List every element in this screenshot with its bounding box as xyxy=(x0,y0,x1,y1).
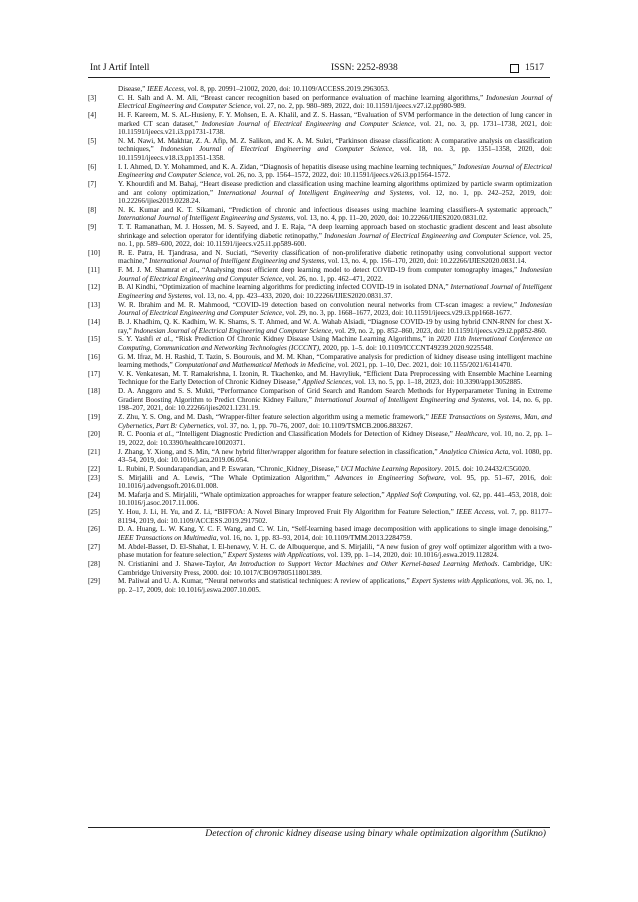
reference-text xyxy=(118,430,552,447)
reference-segment: , 2020, pp. 1–5. doi: 10.1109/ICCCNT49239.2020.9225548. xyxy=(319,343,494,352)
reference-segment: Y. Hou, J. Li, H. Yu, and Z. Li, “BIFFOA: A Novel Binary Improved Fruit Fly Algorithm for Feature Selection,” xyxy=(118,508,457,517)
reference-segment: S. Y. Yashfi xyxy=(118,335,156,344)
reference-text xyxy=(118,249,552,266)
reference-segment: , “Risk Prediction Of Chronic Kidney Disease Using Machine Learning Algorithms,” in xyxy=(171,335,437,344)
square-icon xyxy=(510,64,519,73)
page-number: 1517 xyxy=(525,63,544,73)
reference-item xyxy=(88,223,552,249)
reference-venue: Indonesian Journal of Electrical Engineering and Computer Science xyxy=(324,231,526,240)
reference-venue: Expert Systems with Applications xyxy=(411,577,509,586)
reference-segment: D. A. Huang, L. W. Kang, Y. C. F. Wang, and C. W. Lin, “Self-learning based image decomposition with applications to single image denoising,” xyxy=(118,525,552,534)
reference-text xyxy=(118,448,552,465)
reference-text xyxy=(118,206,552,223)
reference-item xyxy=(88,206,552,223)
reference-item xyxy=(88,370,552,387)
reference-item xyxy=(88,474,552,491)
reference-number: [8] xyxy=(88,205,97,214)
reference-item xyxy=(88,430,552,447)
reference-text xyxy=(118,353,552,370)
reference-segment: L. Rubini, P. Soundarapandian, and P. Eswaran, “Chronic_Kidney_Disease,” xyxy=(118,464,341,473)
reference-venue: Expert Systems with Applications xyxy=(227,551,324,560)
reference-item xyxy=(88,560,552,577)
reference-number: [7] xyxy=(88,179,97,188)
reference-number: [21] xyxy=(88,447,100,456)
reference-text xyxy=(118,370,552,387)
reference-segment: V. K. Venkatesan, M. T. Ramakrishna, I. Izonin, R. Tkachenko, and M. Havryliuk, “Efficient Data Preprocessing with Ensemble Machine Learning Technique for the Early Detection of Chronic Kidney Disease,” xyxy=(118,369,552,387)
reference-segment: M. Mafarja and S. Mirjalili, “Whale optimization approaches for wrapper feature selection,” xyxy=(118,490,387,499)
reference-segment: F. M. J. M. Shamrat xyxy=(118,266,183,275)
reference-text xyxy=(118,560,552,577)
reference-venue: Computational and Mathematical Methods in Medicine xyxy=(174,361,335,370)
reference-venue: International Journal of Intelligent Engineering and Systems xyxy=(218,188,413,197)
reference-number: [18] xyxy=(88,387,100,396)
reference-venue: IEEE Transactions on Systems, Man, and Cybernetics, Part B: Cybernetics xyxy=(118,412,552,430)
reference-venue: International Journal of Intelligent Engineering and Systems xyxy=(118,214,294,223)
reference-number: [24] xyxy=(88,490,100,499)
reference-segment: Disease,” xyxy=(118,85,148,93)
reference-segment: Z. Zhu, Y. S. Ong, and M. Dash, “Wrapper-filter feature selection algorithm using a memetic framework,” xyxy=(118,412,431,421)
reference-number: [20] xyxy=(88,430,100,439)
reference-item xyxy=(88,413,552,430)
reference-segment: G. M. Ifraz, M. H. Rashid, T. Tazin, S. Bourouis, and M. M. Khan, “Comparative analysis for prediction of kidney disease using intelligent machine learning methods,” xyxy=(118,352,552,370)
running-footer: Detection of chronic kidney disease using binary whale optimization algorithm (Sutikno) xyxy=(205,828,546,839)
reference-segment: , vol. 1080, pp. 43–54, 2019, doi: 10.1016/j.aca.2019.06.054. xyxy=(118,447,552,465)
reference-venue: Indonesian Journal of Electrical Engineering and Computer Science xyxy=(118,266,552,283)
reference-segment: T. T. Ramanathan, M. J. Hossen, M. S. Sayeed, and J. E. Raja, “A deep learning approach based on stochastic gradient descent and least absolute shrinkage and selection operator for identifying diabetic retinopathy,” xyxy=(118,223,552,240)
reference-segment: , vol. 62, pp. 441–453, 2018, doi: 10.1016/j.asoc.2017.11.006. xyxy=(118,490,552,508)
reference-segment: , vol. 13, no. 4, pp. 11–20, 2020, doi: 10.22266/IJIES2020.0831.02. xyxy=(293,214,488,223)
reference-item xyxy=(88,491,552,508)
reference-segment: D. A. Anggoro and S. S. Mukti, “Performance Comparison of Grid Search and Random Search Methods for Hyperparameter Tuning in Extreme Gradient Boosting Algorithm to Predict Chronic Kidney Failure,” xyxy=(118,387,552,404)
reference-segment: , vol. 29, no. 3, pp. 1668–1677, 2023, doi: 10.11591/ijeecs.v29.i3.pp1668-1677. xyxy=(282,309,512,318)
reference-segment: , vol. 95, pp. 51–67, 2016, doi: 10.1016/j.advengsoft.2016.01.008. xyxy=(118,473,552,491)
reference-item xyxy=(88,85,552,94)
reference-segment: , vol. 2021, pp. 1–10, Dec. 2021, doi: 10.1155/2021/6141470. xyxy=(334,361,513,370)
reference-text xyxy=(118,301,552,318)
page-number-group xyxy=(510,60,544,76)
reference-text xyxy=(118,465,552,474)
reference-number: [19] xyxy=(88,412,100,421)
reference-venue: et al. xyxy=(155,335,172,344)
reference-segment: , vol. 37, no. 1, pp. 70–76, 2007, doi: 10.1109/TSMCB.2006.883267. xyxy=(213,421,413,430)
reference-item xyxy=(88,448,552,465)
reference-venue: 2020 11th International Conference on Computing, Communication and Networking Technologies (ICCCNT) xyxy=(118,335,553,352)
reference-item xyxy=(88,577,552,594)
reference-number: [6] xyxy=(88,162,97,171)
reference-segment: , vol. 16, no. 1, pp. 83–93, 2014, doi: 10.1109/TMM.2013.2284759. xyxy=(216,533,413,542)
reference-item xyxy=(88,543,552,560)
reference-number: [25] xyxy=(88,508,100,517)
reference-segment: , vol. 27, no. 2, pp. 980–989, 2022, doi: 10.11591/ijeecs.v27.i2.pp980-989. xyxy=(250,102,466,111)
reference-segment: , vol. 7, pp. 81177–81194, 2019, doi: 10.1109/ACCESS.2019.2917502. xyxy=(118,508,553,525)
reference-segment: C. H. Salh and A. M. Ali, “Breast cancer recognition based on performance evaluation of machine learning algorithms,” xyxy=(118,93,487,102)
reference-venue: UCI Machine Learning Repository xyxy=(340,464,441,473)
reference-text xyxy=(118,180,552,206)
reference-number: [22] xyxy=(88,464,100,473)
reference-item xyxy=(88,94,552,111)
reference-item xyxy=(88,301,552,318)
reference-item xyxy=(88,465,552,474)
reference-text xyxy=(118,413,552,430)
reference-segment: N. Cristianini and J. Shawe-Taylor, xyxy=(118,559,229,568)
reference-segment: , vol. 14, no. 6, pp. 198–207, 2021, doi: 10.22266/ijies2021.1231.19. xyxy=(118,395,553,413)
reference-text xyxy=(118,491,552,508)
reference-item xyxy=(88,137,552,163)
reference-venue: Indonesian Journal of Electrical Engineering and Computer Science xyxy=(118,93,553,111)
reference-number: [27] xyxy=(88,542,100,551)
reference-segment: N. K. Kumar and K. T. Sikamani, “Prediction of chronic and infectious diseases using machine learning classifiers-A systematic approach,” xyxy=(118,205,552,214)
issn-label: ISSN: 2252-8938 xyxy=(331,63,398,73)
reference-number: [26] xyxy=(88,525,100,534)
reference-item xyxy=(88,180,552,206)
reference-venue: Indonesian Journal of Electrical Engineering and Computer Science xyxy=(160,145,393,154)
reference-number: [10] xyxy=(88,248,100,257)
reference-segment: , vol. 13, no. 4, pp. 156–170, 2020, doi: 10.22266/IJIES2020.0831.14. xyxy=(324,257,527,266)
reference-item xyxy=(88,266,552,283)
reference-segment: . 2015. doi: 10.24432/C5G020. xyxy=(441,464,531,473)
reference-venue: IEEE Access xyxy=(147,85,184,93)
reference-text xyxy=(118,525,552,542)
reference-number: [12] xyxy=(88,283,100,292)
reference-text xyxy=(118,223,552,249)
reference-list xyxy=(88,85,552,594)
reference-venue: International Journal of Intelligent Engineering and Systems xyxy=(149,257,325,266)
reference-text xyxy=(118,94,552,111)
reference-segment: R. E. Patra, H. Tjandrasa, and N. Suciati, “Severity classification of non-proliferative diabetic retinopathy using convolutional support vector machine,” xyxy=(118,248,552,266)
reference-number: [23] xyxy=(88,473,100,482)
reference-segment: , vol. 13, no. 5, pp. 1–18, 2023, doi: 10.3390/app13052885. xyxy=(351,378,523,387)
reference-segment: M. Abdel-Basset, D. El-Shahat, I. El-henawy, V. H. C. de Albuquerque, and S. Mirjalili, “A new fusion of grey wolf optimizer algorithm with a two-phase mutation for feature selection,” xyxy=(118,542,552,560)
reference-number: [11] xyxy=(88,266,100,275)
reference-segment: B. J. Khadhim, Q. K. Kadhim, W. K. Shams, S. T. Ahmed, and W. A. Wahab Alsiadi, “Diagnose COVID-19 by using hybrid CNN-RNN for chest X-ray,” xyxy=(118,318,552,335)
reference-text xyxy=(118,543,552,560)
reference-segment: , vol. 26, no. 3, pp. 1564–1572, 2022, doi: 10.11591/ijeecs.v26.i3.pp1564-1572. xyxy=(220,171,451,180)
reference-number: [16] xyxy=(88,352,100,361)
reference-text xyxy=(118,335,552,352)
reference-item xyxy=(88,249,552,266)
reference-item xyxy=(88,111,552,137)
journal-name: Int J Artif Intell xyxy=(90,63,150,73)
reference-text xyxy=(118,387,552,413)
reference-segment: B. Al Kindhi, “Optimization of machine learning algorithms for predicting infected COVID-19 in isolated DNA,” xyxy=(118,283,451,292)
reference-text xyxy=(118,474,552,491)
reference-number: [15] xyxy=(88,335,100,344)
reference-segment: , vol. 13, no. 4, pp. 423–433, 2020, doi: 10.22266/IJIES2020.0831.37. xyxy=(190,292,393,300)
reference-segment: N. M. Nawi, M. Makhtar, Z. A. Afip, M. Z. Salikon, and K. A. M. Sukri, “Parkinson disease classification: A comparative analysis on classification techniques,” xyxy=(118,136,552,154)
reference-number: [4] xyxy=(88,111,97,120)
reference-segment: R. C. Poonia xyxy=(118,430,158,439)
reference-number: [3] xyxy=(88,93,97,102)
reference-item xyxy=(88,318,552,335)
reference-venue: Advances in Engineering Software xyxy=(334,473,444,482)
reference-item xyxy=(88,283,552,300)
reference-segment: , vol. 25, no. 1, pp. 589–600, 2022, doi: 10.11591/ijeecs.v25.i1.pp589-600. xyxy=(118,231,553,249)
reference-number: [9] xyxy=(88,223,97,232)
reference-number: [17] xyxy=(88,369,100,378)
reference-number: [28] xyxy=(88,559,100,568)
reference-segment: , vol. 8, pp. 20991–21002, 2020, doi: 10.1109/ACCESS.2019.2963053. xyxy=(183,85,390,93)
reference-segment: , vol. 29, no. 2, pp. 852–860, 2023, doi: 10.11591/ijeecs.v29.i2.pp852-860. xyxy=(331,326,547,335)
reference-text xyxy=(118,266,552,283)
reference-segment: H. F. Kareem, M. S. AL-Husieny, F. Y. Mohsen, E. A. Khalil, and Z. S. Hassan, “Evaluation of SVM performance in the detection of lung cancer in marked CT scan dataset,” xyxy=(118,111,552,128)
reference-text xyxy=(118,137,552,163)
reference-segment: J. Zhang, Y. Xiong, and S. Min, “A new hybrid filter/wrapper algorithm for feature selection in classification,” xyxy=(118,447,440,456)
reference-venue: IEEE Transactions on Multimedia xyxy=(118,533,217,542)
reference-item xyxy=(88,387,552,413)
reference-segment: W. R. Ibrahim and M. R. Mahmood, “COVID-19 detection based on convolution neural networks from CT-scan images: a review,” xyxy=(118,300,521,309)
reference-segment: , vol. 36, no. 1, pp. 2–17, 2009, doi: 10.1016/j.eswa.2007.10.005. xyxy=(118,577,553,594)
reference-venue: Applied Soft Computing xyxy=(386,490,456,499)
reference-segment: , vol. 26, no. 1, pp. 462–471, 2022. xyxy=(282,274,383,283)
reference-venue: Indonesian Journal of Electrical Engineering and Computer Science xyxy=(118,300,552,318)
reference-segment: , vol. 10, no. 2, pp. 1–19, 2022, doi: 10.3390/healthcare10020371. xyxy=(118,430,553,447)
reference-venue: International Journal of Intelligent Engineering and Systems xyxy=(118,283,552,300)
reference-segment: , “Intelligent Diagnostic Prediction and Classification Models for Detection of Kidney Disease,” xyxy=(172,430,455,439)
reference-venue: Indonesian Journal of Electrical Engineering and Computer Science xyxy=(133,326,332,335)
reference-venue: International Journal of Intelligent Engineering and Systems xyxy=(314,395,495,404)
page-header xyxy=(90,60,544,76)
reference-item xyxy=(88,335,552,352)
reference-segment: , vol. 21, no. 3, pp. 1731–1738, 2021, doi: 10.11591/ijeecs.v21.i3.pp1731-1738. xyxy=(118,119,552,137)
reference-venue: An Introduction to Support Vector Machines and Other Kernel-based Learning Methods xyxy=(228,559,498,568)
reference-segment: , vol. 18, no. 3, pp. 1351–1358, 2020, doi: 10.11591/ijeecs.v18.i3.pp1351-1358. xyxy=(118,145,552,162)
reference-number: [13] xyxy=(88,300,100,309)
reference-segment: . Cambridge, UK: Cambridge University Press, 2000. doi: 10.1017/CBO9780511801389. xyxy=(118,559,552,577)
reference-text xyxy=(118,111,552,137)
reference-segment: , vol. 12, no. 1, pp. 242–252, 2019, doi: 10.22266/ijies2019.0228.24. xyxy=(118,188,552,206)
reference-item xyxy=(88,163,552,180)
reference-segment: , vol. 139, pp. 1–14, 2020, doi: 10.1016/j.eswa.2019.112824. xyxy=(323,551,499,560)
reference-number: [29] xyxy=(88,577,100,586)
reference-text xyxy=(118,163,552,180)
reference-segment: I. I. Ahmed, D. Y. Mohammed, and K. A. Zidan, “Diagnosis of hepatitis disease using machine learning techniques,” xyxy=(118,162,458,171)
reference-venue: IEEE Access xyxy=(456,508,494,517)
reference-item xyxy=(88,508,552,525)
reference-venue: Indonesian Journal of Electrical Engineering and Computer Science xyxy=(118,162,552,180)
reference-segment: Y. Khourdifi and M. Bahaj, “Heart disease prediction and classification using machine learning algorithms optimized by particle swarm optimization and ant colony optimization,” xyxy=(118,179,552,197)
reference-venue: et al. xyxy=(182,266,198,275)
reference-text xyxy=(118,283,552,300)
reference-number: [14] xyxy=(88,318,100,327)
reference-venue: Healthcare xyxy=(454,430,488,439)
reference-venue: Applied Sciences xyxy=(302,378,352,387)
reference-text xyxy=(118,318,552,335)
reference-number: [5] xyxy=(88,136,97,145)
reference-text xyxy=(88,85,552,94)
reference-venue: Indonesian Journal of Electrical Engineering and Computer Science xyxy=(201,119,415,128)
reference-item xyxy=(88,353,552,370)
reference-text xyxy=(118,508,552,525)
reference-segment: M. Paliwal and U. A. Kumar, “Neural networks and statistical techniques: A review of applications,” xyxy=(118,577,412,586)
reference-segment: , “Analysing most efficient deep learning model to detect COVID-19 from computer tomography images,” xyxy=(197,266,521,275)
reference-venue: et al. xyxy=(157,430,173,439)
header-divider xyxy=(88,77,550,78)
reference-venue: Analytica Chimica Acta xyxy=(439,447,509,456)
reference-segment: S. Mirjalili and A. Lewis, “The Whale Optimization Algorithm,” xyxy=(118,473,335,482)
reference-item xyxy=(88,525,552,542)
reference-text xyxy=(118,577,552,594)
